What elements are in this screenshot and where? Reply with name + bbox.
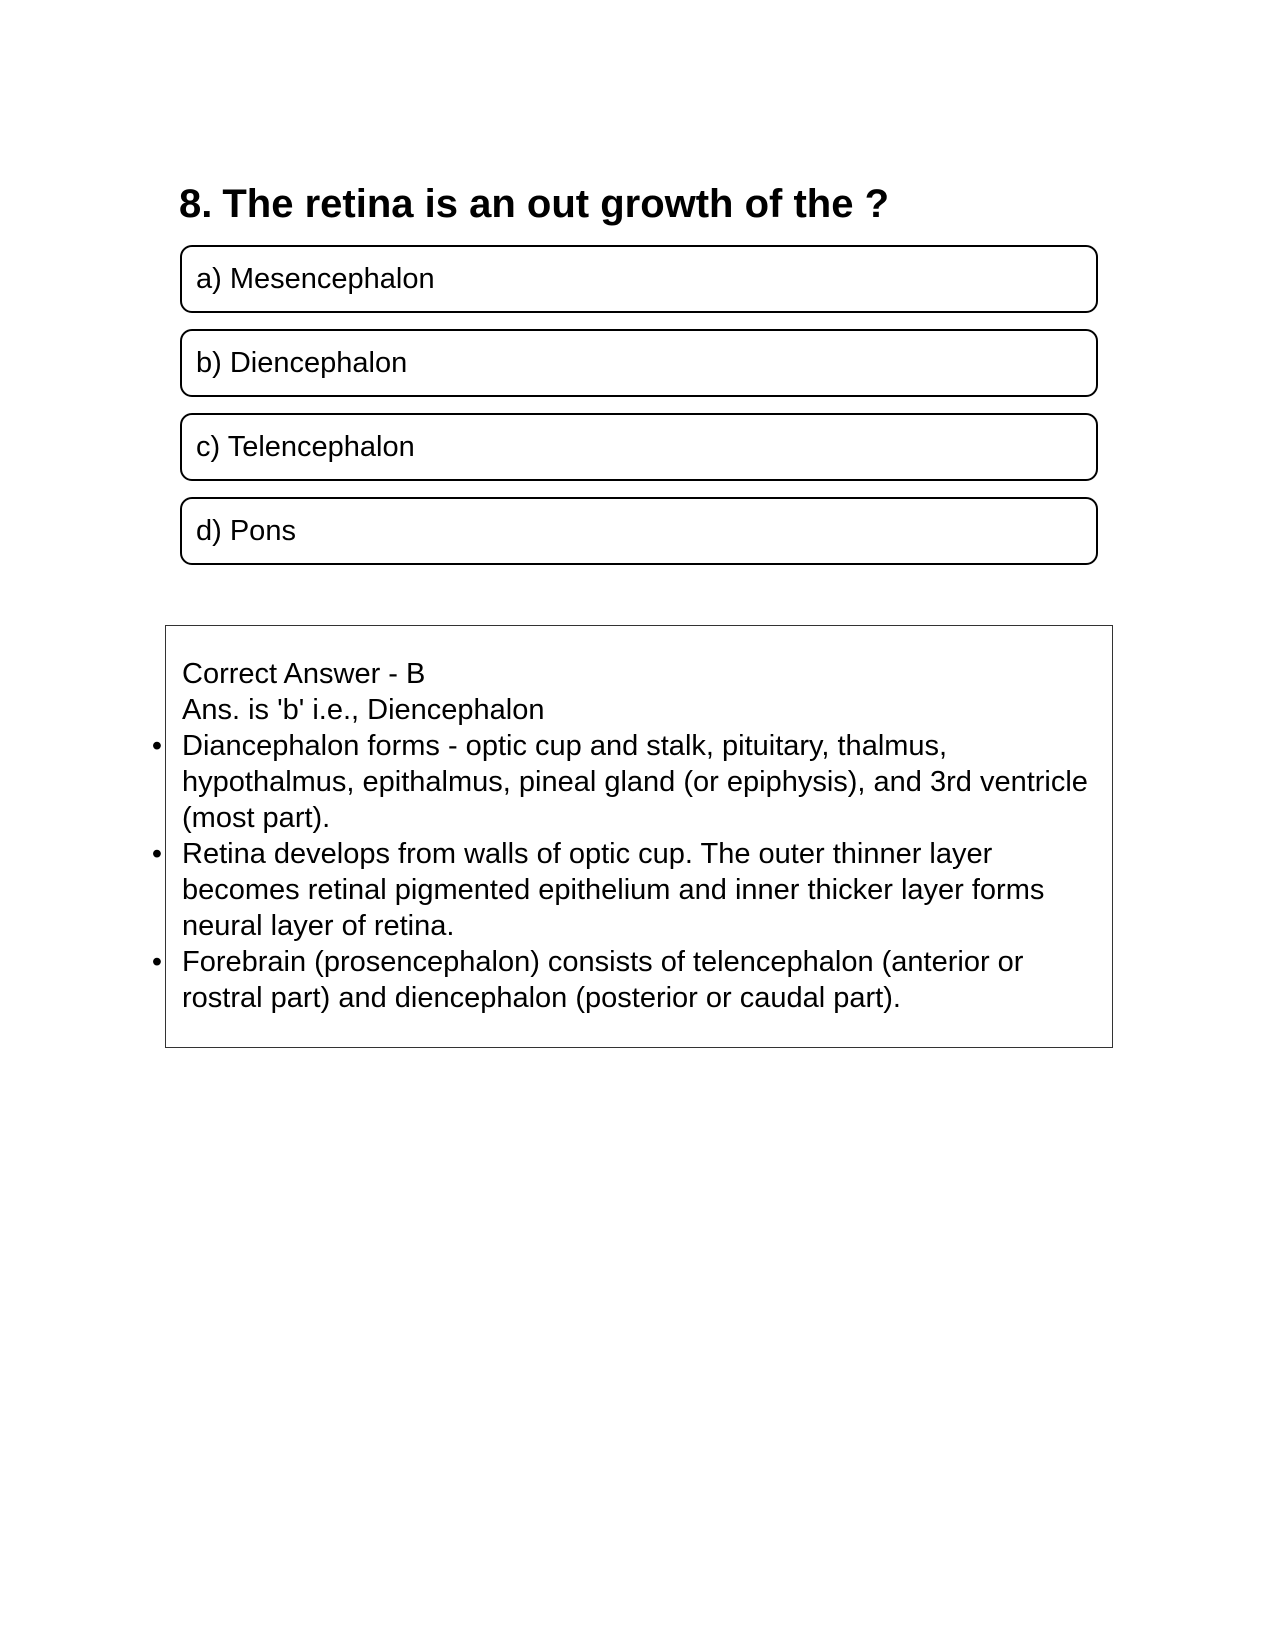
option-c[interactable] <box>180 413 1098 481</box>
option-b[interactable] <box>180 329 1098 397</box>
option-a-label: a) Mesencephalon <box>196 262 435 295</box>
option-c-label: c) Telencephalon <box>196 430 415 463</box>
explanation-point-text: Forebrain (prosencephalon) consists of telencephalon (anterior or rostral part) and diencephalon (posterior or caudal part). <box>182 946 1024 1014</box>
explanation-point <box>151 728 1096 836</box>
bullet-icon: • <box>151 946 163 978</box>
option-b-label: b) Diencephalon <box>196 346 408 379</box>
question-number: 8. <box>179 182 213 226</box>
explanation-point <box>151 836 1096 944</box>
correct-answer-text: Correct Answer - B <box>182 658 426 690</box>
explanation-summary: Ans. is 'b' i.e., Diencephalon <box>182 694 545 726</box>
explanation-point <box>151 944 1096 1016</box>
bullet-icon: • <box>151 730 163 762</box>
explanation-point-text: Diancephalon forms - optic cup and stalk, pituitary, thalmus, hypothalmus, epithalmus, pineal gland (or epiphysis), and 3rd ventricle (most part). <box>182 730 1088 834</box>
answer-explanation-box <box>151 625 1113 1048</box>
question-heading <box>179 178 889 230</box>
options-list <box>180 245 1098 581</box>
bullet-icon: • <box>151 838 163 870</box>
option-a[interactable] <box>180 245 1098 313</box>
question-text: The retina is an out growth of the ? <box>222 182 890 226</box>
explanation-point-text: Retina develops from walls of optic cup. The outer thinner layer becomes retinal pigmented epithelium and inner thicker layer forms neural layer of retina. <box>182 838 1045 942</box>
option-d-label: d) Pons <box>196 514 296 547</box>
explanation-points <box>151 728 1096 1016</box>
option-d[interactable] <box>180 497 1098 565</box>
